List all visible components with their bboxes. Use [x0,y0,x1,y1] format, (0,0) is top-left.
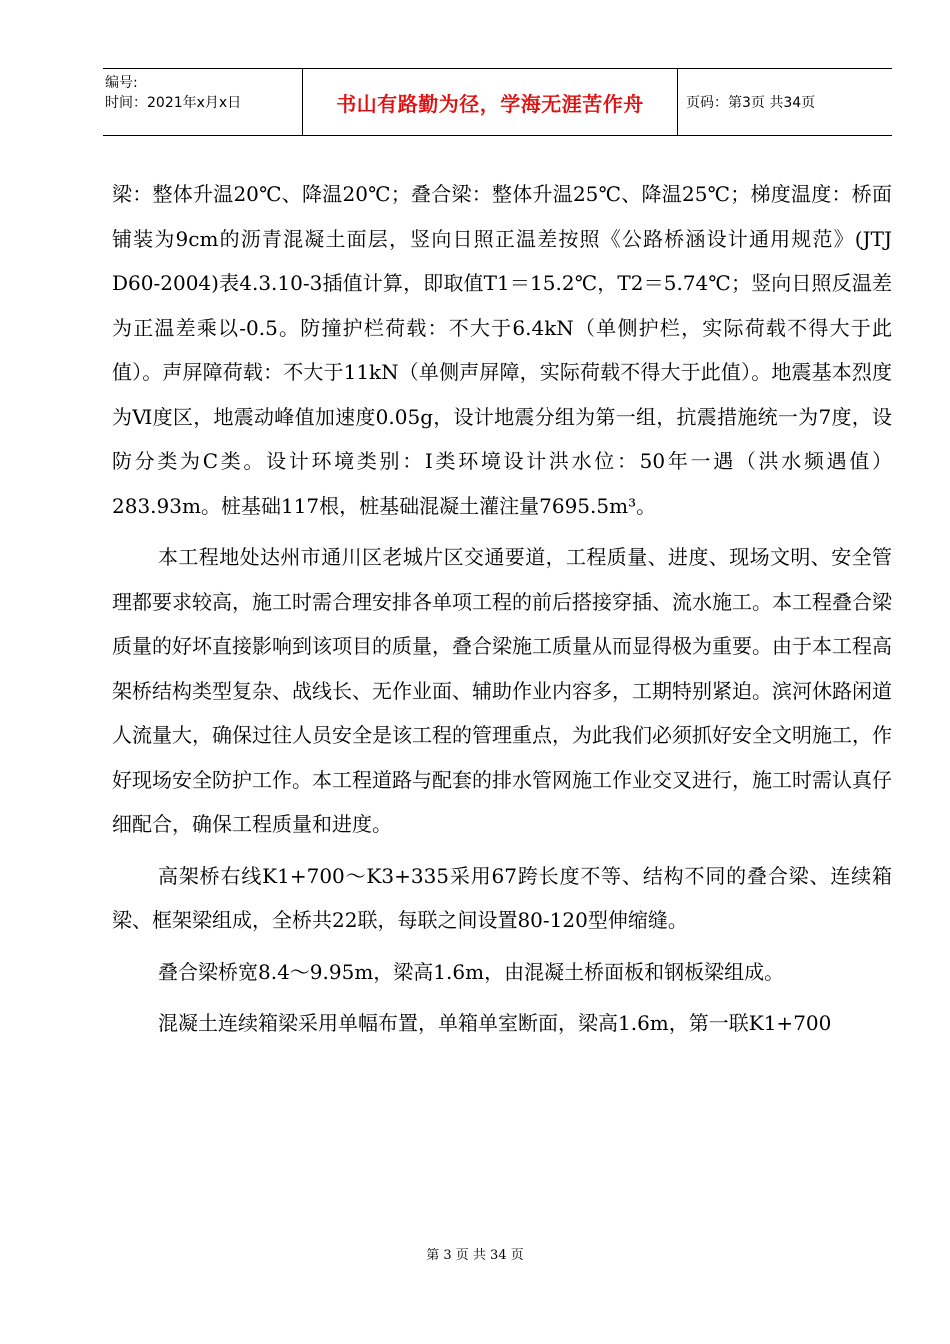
paragraph-viaduct-structure: 高架桥右线K1+700～K3+335采用67跨长度不等、结构不同的叠合梁、连续箱梁、框架梁组成，全桥共22联，每联之间设置80-120型伸缩缝。 [112,863,892,932]
page-footer: 第 3 页 共 34 页 [426,1248,524,1263]
time-label: 时间：2021年x月x日 [105,95,242,111]
document-body [112,172,892,1046]
paragraph-box-girder: 混凝土连续箱梁采用单幅布置，单箱单室断面，梁高1.6m，第一联K1+700 [158,1011,832,1035]
paragraph-continuation: 梁：整体升温20℃、降温20℃；叠合梁：整体升温25℃、降温25℃；梯度温度：桥面铺装为9cm的沥青混凝土面层，竖向日照正温差按照《公路桥涵设计通用规范》(JTJ D60-2004)表4.3.10-3插值计算，即取值T1＝15.2℃，T2＝5.74℃；竖向日照反温差为正温差乘以-0.5。防撞护栏荷载：不大于6.4kN（单侧护栏，实际荷载不得大于此值）。声屏障荷载：不大于11kN（单侧声屏障，实际荷载不得大于此值）。地震基本烈度为Ⅵ度区，地震动峰值加速度0.05g，设计地震分组为第一组，抗震措施统一为7度，设防分类为C类。设计环境类别：Ⅰ类环境设计洪水位：50年一遇（洪水频遇值）283.93m。桩基础117根，桩基础混凝土灌注量7695.5m³。 [112,182,892,518]
header-motto: 书山有路勤为径，学海无涯苦作舟 [303,69,678,135]
page-header [103,68,892,136]
paragraph-composite-beam: 叠合梁桥宽8.4～9.95m，梁高1.6m，由混凝土桥面板和钢板梁组成。 [158,959,785,984]
number-label: 编号: [105,75,138,91]
header-page-info: 页码：第3页 共34页 [686,95,816,111]
paragraph-project-overview: 本工程地处达州市通川区老城片区交通要道，工程质量、进度、现场文明、安全管理都要求较高，施工时需合理安排各单项工程的前后搭接穿插、流水施工。本工程叠合梁质量的好坏直接影响到该项目的质量，叠合梁施工质量从而显得极为重要。由于本工程高架桥结构类型复杂、战线长、无作业面、辅助作业内容多，工期特别紧迫。滨河休路闲道人流量大，确保过往人员安全是该工程的管理重点，为此我们必须抓好安全文明施工，作好现场安全防护工作。本工程道路与配套的排水管网施工作业交叉进行，施工时需认真仔细配合，确保工程质量和进度。 [112,545,892,836]
header-meta [103,69,303,135]
